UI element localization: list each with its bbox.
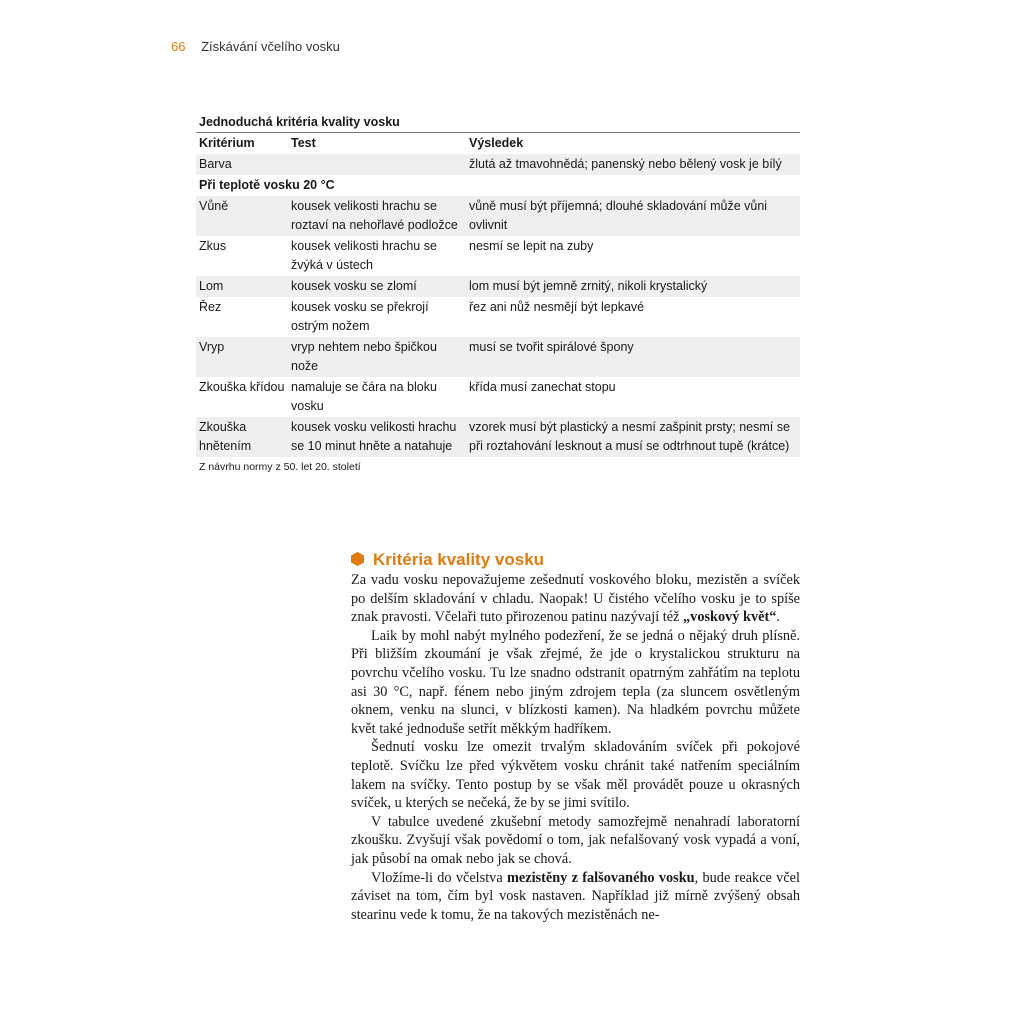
cell-test: [288, 154, 466, 175]
table-row: [196, 417, 800, 457]
table-header-row: [196, 133, 800, 154]
table-row: [196, 196, 800, 236]
bold-term: „voskový květ“: [683, 609, 777, 626]
table-source-note: Z návrhu normy z 50. let 20. století: [199, 461, 361, 473]
cell-test: namaluje se čára na bloku vosku: [291, 380, 437, 413]
section-heading-text: Kritéria kvality vosku: [373, 550, 545, 569]
cell-result: musí se tvořit spirálové špony: [466, 337, 800, 377]
table-row: [196, 276, 800, 297]
quality-criteria-table: [196, 133, 800, 457]
cell-result: nesmí se lepit na zuby: [469, 239, 594, 253]
table-row: [196, 154, 800, 175]
cell-criterion: Řez: [199, 300, 222, 314]
section-label: Při teplotě vosku 20 °C: [199, 178, 335, 192]
running-header: [171, 39, 340, 54]
cell-criterion: Vůně: [196, 196, 288, 236]
cell-criterion: Zkus: [199, 239, 227, 253]
cell-criterion: Zkouška křídou: [199, 380, 285, 394]
table-caption: Jednoduchá kritéria kvality vosku: [199, 115, 400, 129]
table-section-row: [196, 175, 800, 196]
section-heading: [351, 550, 800, 570]
cell-test: kousek velikosti hrachu se roztaví na nehořlavé podložce: [288, 196, 466, 236]
cell-criterion: Barva: [196, 154, 288, 175]
column-header-test: Test: [291, 136, 316, 150]
bold-term: mezistěny z falšovaného vosku: [506, 869, 695, 886]
paragraph-1: [351, 571, 800, 627]
table-row: [196, 297, 800, 337]
page-number: 66: [171, 39, 186, 54]
cell-test: kousek vosku se překrojí ostrým nožem: [291, 300, 429, 333]
table-row: [196, 337, 800, 377]
cell-test: kousek vosku se zlomí: [288, 276, 466, 297]
cell-result: lom musí být jemně zrnitý, nikoli krystalický: [466, 276, 800, 297]
paragraph-text: Vložíme-li do včelstva: [371, 869, 507, 886]
table-row: [196, 236, 800, 276]
paragraph-text: Za vadu vosku nepovažujeme zešednutí voskového bloku, mezistěn a svíček po delším skladování v chladu. Naopak! U čistého včelího vosku je to spíše znak pravosti. Včelaři tuto přirozenou patinu nazývají též: [351, 572, 800, 626]
cell-result: řez ani nůž nesmějí být lepkavé: [469, 300, 645, 314]
article-section: [351, 550, 800, 924]
cell-test: kousek velikosti hrachu se žvýká v ústech: [291, 239, 437, 272]
cell-test: vryp nehtem nebo špičkou nože: [288, 337, 466, 377]
cell-criterion: Vryp: [196, 337, 288, 377]
paragraph-5: [351, 869, 800, 925]
running-title: Získávání včelího vosku: [201, 39, 340, 54]
cell-result: křída musí zanechat stopu: [469, 380, 616, 394]
column-header-result: Výsledek: [469, 136, 524, 150]
paragraph-text: , bude reakce včel záviset na tom, čím byl vosk nastaven. Například již mírně zvýšený obsah stearinu vede k tomu, že na takových mezistěnách ne-: [351, 869, 800, 923]
paragraph-3: Šednutí vosku lze omezit trvalým skladováním svíček při pokojové teplotě. Svíčku lze před výkvětem vosku chránit také natřením speciálním lakem na svíčky. Tento postup by se však měl provádět pouze u okrasných svíček, u kterých se nečeká, že by se jimi svítilo.: [351, 739, 800, 812]
cell-criterion: Lom: [196, 276, 288, 297]
quality-table-box: [196, 114, 800, 473]
cell-criterion: Zkouška hnětením: [196, 417, 288, 457]
hexagon-bullet-icon: [351, 552, 364, 566]
cell-test: kousek vosku velikosti hrachu se 10 minut hněte a natahuje: [288, 417, 466, 457]
cell-result: vůně musí být příjemná; dlouhé skladování může vůni ovlivnit: [466, 196, 800, 236]
paragraph-2: Laik by mohl nabýt mylného podezření, že se jedná o nějaký druh plísně. Při bližším zkoumání je však zřejmé, že jde o krystalickou strukturu na povrchu včelího vosku. Tu lze snadno odstranit opatrným zahřátím na teplotu asi 30 °C, např. fénem nebo jiným zdrojem tepla (za sluncem osvětleným oknem, venku na slunci, v blízkosti kamen). Na hladkém povrchu můžete květ také jednoduše setřít měkkým hadříkem.: [351, 627, 800, 737]
paragraph-4: V tabulce uvedené zkušební metody samozřejmě nenahradí laboratorní zkoušku. Zvyšují však povědomí o tom, jak nefalšovaný vosk vypadá a voní, jak působí na omak nebo jak se chová.: [351, 813, 800, 867]
cell-result: vzorek musí být plastický a nesmí zašpinit prsty; nesmí se při roztahování lesknout a musí se odtrhnout tupě (krátce): [466, 417, 800, 457]
table-row: [196, 377, 800, 417]
paragraph-text: .: [776, 609, 780, 626]
cell-result: žlutá až tmavohnědá; panenský nebo bělený vosk je bílý: [466, 154, 800, 175]
column-header-criterion: Kritérium: [199, 136, 255, 150]
